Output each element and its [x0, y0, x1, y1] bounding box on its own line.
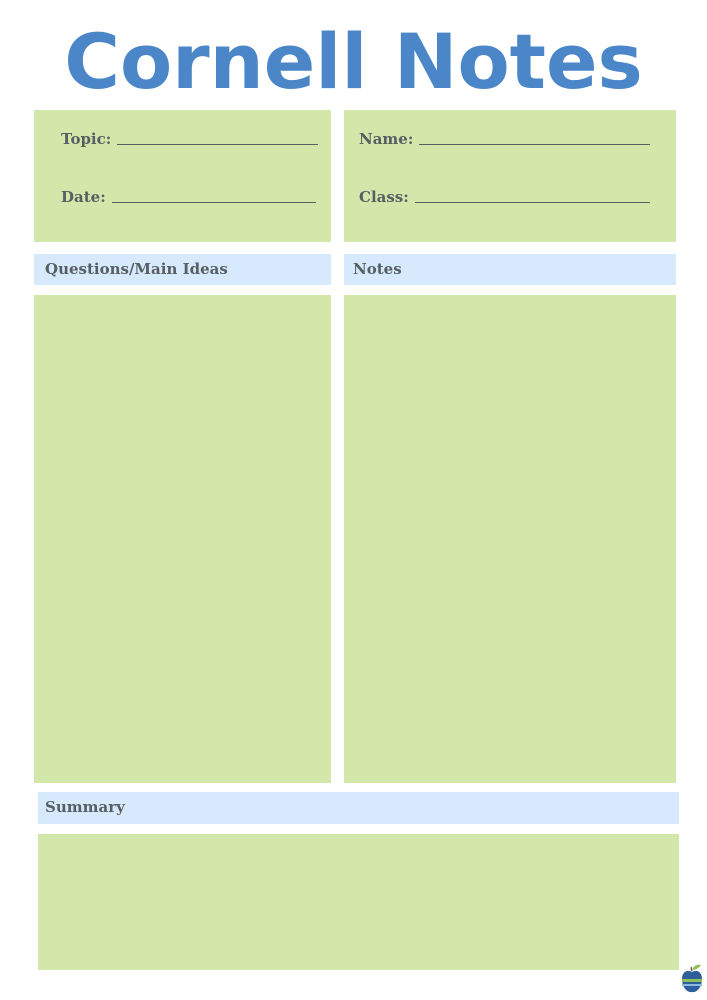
- notes-label: Notes: [353, 260, 402, 278]
- questions-header: [34, 254, 331, 285]
- class-field[interactable]: [359, 184, 650, 206]
- questions-label: Questions/Main Ideas: [45, 260, 228, 278]
- topic-line[interactable]: [117, 143, 318, 145]
- date-field[interactable]: [61, 184, 316, 206]
- topic-label: Topic:: [61, 130, 112, 148]
- summary-area[interactable]: [38, 834, 679, 970]
- info-panel-right: [344, 110, 676, 242]
- info-panel-left: [34, 110, 331, 242]
- questions-area[interactable]: [34, 295, 331, 783]
- summary-label: Summary: [45, 798, 125, 816]
- name-line[interactable]: [419, 143, 650, 145]
- summary-header: [38, 792, 679, 824]
- notes-area[interactable]: [344, 295, 676, 783]
- class-label: Class:: [359, 188, 409, 206]
- apple-logo-icon: [679, 962, 705, 996]
- notes-header: [344, 254, 676, 285]
- date-label: Date:: [61, 188, 106, 206]
- date-line[interactable]: [112, 201, 316, 203]
- name-label: Name:: [359, 130, 414, 148]
- page-title: Cornell Notes: [64, 17, 643, 106]
- topic-field[interactable]: [61, 126, 318, 148]
- class-line[interactable]: [415, 201, 650, 203]
- name-field[interactable]: [359, 126, 650, 148]
